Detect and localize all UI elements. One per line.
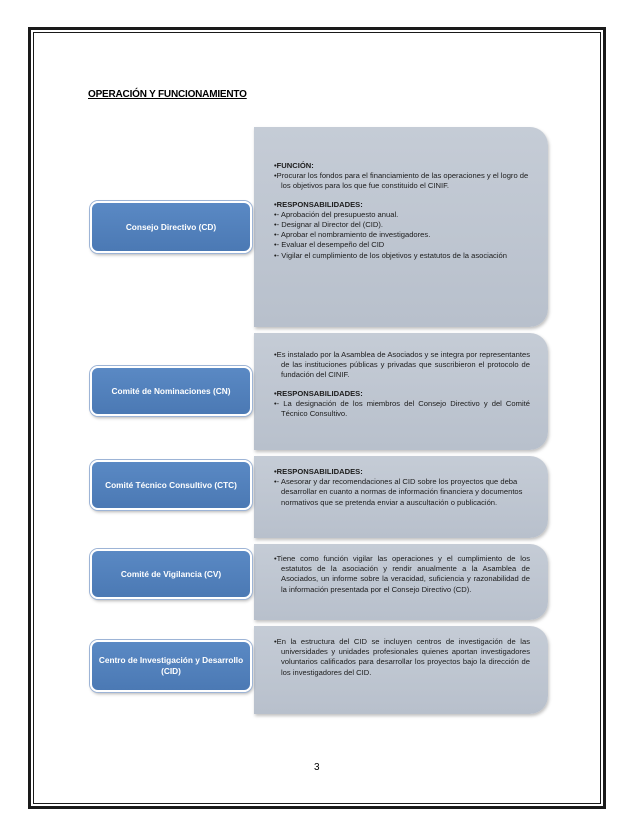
body-description-panel <box>254 544 548 620</box>
description-line: •- Asesorar y dar recomendaciones al CID sobre los proyectos que deba desarrollar en cuanto a normas de información financiera y documentos normativos que se pretenda enviar a auscultación o publicación. <box>274 477 523 507</box>
description-line: •En la estructura del CID se incluyen centros de investigación de las universidades y unidades profesionales quienes aportan investigadores voluntarios calificados para desarrollar los proyectos bajo la dirección de los investigadores del CID. <box>274 637 530 677</box>
page-number: 3 <box>314 762 320 773</box>
body-node-label: Consejo Directivo (CD) <box>125 221 217 232</box>
body-node-label: Comité Técnico Consultivo (CTC) <box>105 479 237 490</box>
body-node-label: Comité de Vigilancia (CV) <box>120 568 222 579</box>
description-line: •- Vigilar el cumplimiento de los objetivos y estatutos de la asociación <box>274 250 507 260</box>
body-description-panel <box>254 333 548 450</box>
body-node <box>90 460 252 510</box>
description-line: •Es instalado por la Asamblea de Asociados y se integra por representantes de las instituciones públicas y privadas que suscribieron el protocolo de fundación del CINIF. <box>274 350 530 380</box>
description-line: •- Designar al Director del (CID). <box>274 220 383 230</box>
description-heading: •RESPONSABILIDADES: <box>274 199 363 209</box>
description-line: •- Aprobación del presupuesto anual. <box>274 209 399 219</box>
line-gap <box>274 192 530 200</box>
body-description-panel <box>254 456 548 538</box>
body-node <box>90 640 252 692</box>
line-gap <box>274 381 530 389</box>
description-line: •Tiene como función vigilar las operaciones y el cumplimiento de los estatutos de la asociación y rendir anualmente a la Asamblea de Asociados, un informe sobre la veracidad, suficiencia y razonabilidad de la información presentada por el Consejo Directivo (CD). <box>274 554 530 594</box>
description-line: •- Evaluar el desempeño del CID <box>274 240 385 250</box>
body-description-panel <box>254 127 548 327</box>
body-node-label: Centro de Investigación y Desarrollo (CID) <box>98 655 244 676</box>
body-node <box>90 201 252 253</box>
section-title: OPERACIÓN Y FUNCIONAMIENTO <box>88 89 247 100</box>
body-node-label: Comité de Nominaciones (CN) <box>111 385 231 396</box>
description-heading: •RESPONSABILIDADES: <box>274 388 363 398</box>
description-line: •Procurar los fondos para el financiamiento de las operaciones y el logro de los objetivos para los que fue constituido el CINIF. <box>274 171 529 191</box>
body-node <box>90 549 252 599</box>
body-node <box>90 366 252 416</box>
description-line: •- La designación de los miembros del Consejo Directivo y del Comité Técnico Consultivo. <box>274 398 530 419</box>
body-description-panel <box>254 626 548 714</box>
description-heading: •FUNCIÓN: <box>274 161 314 170</box>
description-heading: •RESPONSABILIDADES: <box>274 467 363 476</box>
description-line: •- Aprobar el nombramiento de investigadores. <box>274 230 431 240</box>
